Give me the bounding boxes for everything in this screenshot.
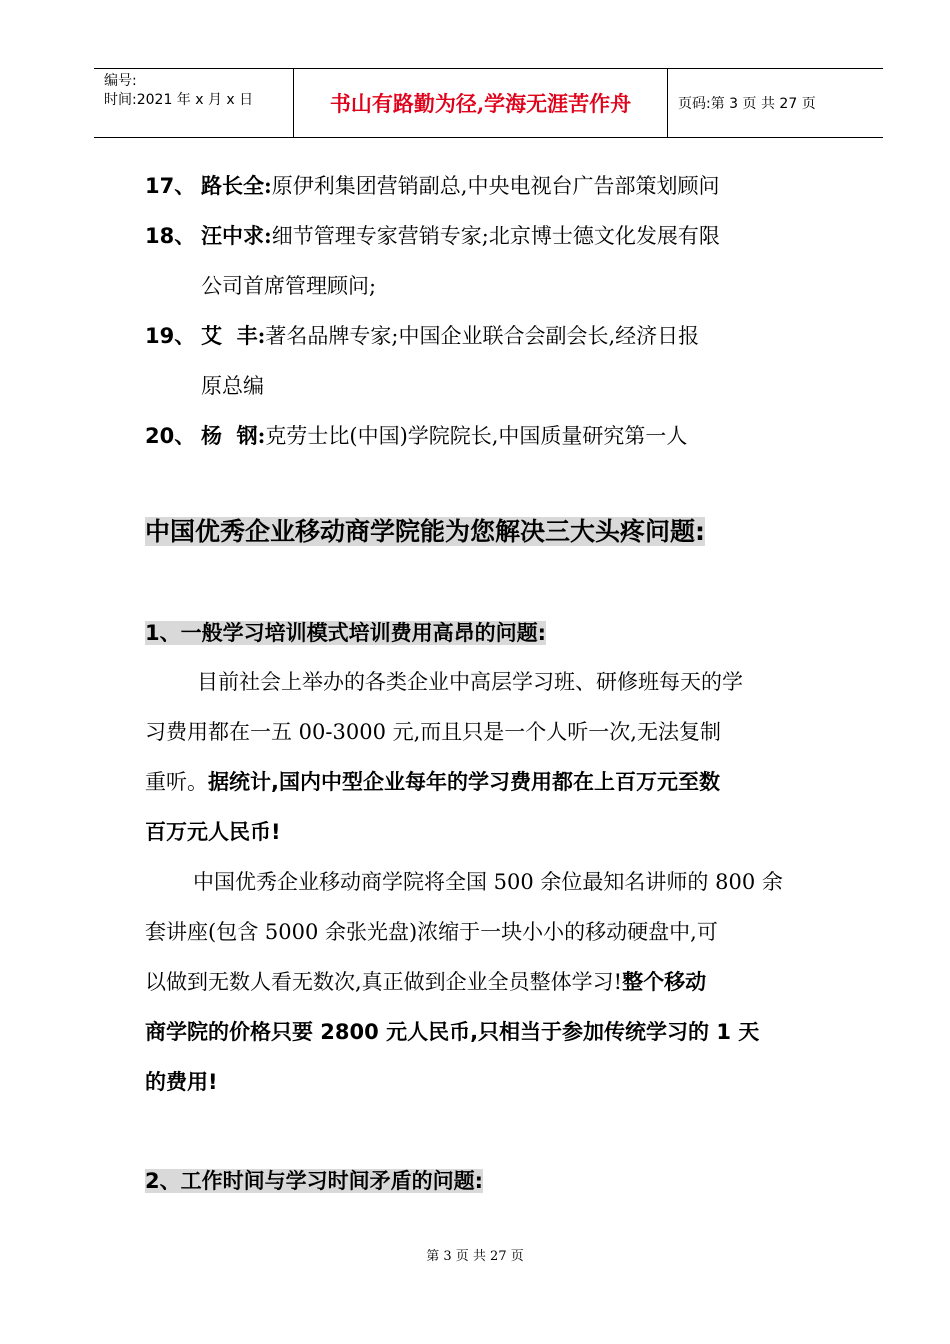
header-left-cell <box>94 69 294 137</box>
list-item <box>145 211 845 261</box>
paragraph-bold-text: 据统计,国内中型企业每年的学习费用都在上百万元至数 <box>208 770 720 794</box>
page-footer: 第 3 页 共 27 页 <box>426 1249 524 1264</box>
item-name: 汪中求: <box>201 223 272 248</box>
question-1-title: 1、一般学习培训模式培训费用高昂的问题: <box>145 621 547 645</box>
paragraph-line: 中国优秀企业移动商学院将全国 500 余位最知名讲师的 800 余 <box>193 870 783 894</box>
header-motto: 书山有路勤为径,学海无涯苦作舟 <box>294 69 668 137</box>
item-text: 原伊利集团营销副总,中央电视台广告部策划顾问 <box>271 174 720 198</box>
paragraph-line: 套讲座(包含 5000 余张光盘)浓缩于一块小小的移动硬盘中,可 <box>145 920 718 944</box>
item-text: 克劳士比(中国)学院院长,中国质量研究第一人 <box>265 424 688 448</box>
item-continuation: 公司首席管理顾问; <box>201 274 377 298</box>
question-1-paragraph-1 <box>145 657 835 857</box>
question-1-paragraph-2 <box>145 857 835 1107</box>
item-text: 著名品牌专家;中国企业联合会副会长,经济日报 <box>265 324 700 348</box>
paragraph-line <box>145 957 835 1007</box>
paragraph-line: 习费用都在一五 00-3000 元,而且只是一个人听一次,无法复制 <box>145 720 721 744</box>
paragraph-text: 以做到无数人看无数次,真正做到企业全员整体学习! <box>145 970 623 994</box>
section-title-text: 中国优秀企业移动商学院能为您解决三大头疼问题: <box>145 517 705 546</box>
paragraph-line <box>145 757 835 807</box>
header-page-label: 页码:第 3 页 共 27 页 <box>678 96 816 112</box>
item-number: 20、 <box>145 424 196 448</box>
item-text: 细节管理专家营销专家;北京博士德文化发展有限 <box>271 224 720 248</box>
header-time-label: 时间:2021 年 x 月 x 日 <box>104 92 254 108</box>
list-item <box>145 161 845 211</box>
page-header <box>94 68 883 138</box>
item-number: 19、 <box>145 324 196 348</box>
paragraph-bold-text: 整个移动 <box>622 970 707 994</box>
paragraph-line: 百万元人民币! <box>145 820 281 844</box>
question-2-heading <box>145 1166 483 1196</box>
paragraph-line: 目前社会上举办的各类企业中高层学习班、研修班每天的学 <box>197 670 743 694</box>
paragraph-text: 重听。 <box>145 770 208 794</box>
paragraph-line: 的费用! <box>145 1070 218 1094</box>
item-name: 艾 丰: <box>201 323 266 348</box>
item-number: 17、 <box>145 174 196 198</box>
header-number-label: 编号: <box>104 73 137 89</box>
list-item <box>145 311 845 361</box>
question-2-title: 2、工作时间与学习时间矛盾的问题: <box>145 1169 484 1193</box>
item-continuation: 原总编 <box>201 374 264 398</box>
item-number: 18、 <box>145 224 196 248</box>
section-title <box>145 511 705 553</box>
list-item <box>145 411 845 461</box>
item-name: 路长全: <box>201 173 272 198</box>
item-name: 杨 钢: <box>201 423 266 448</box>
paragraph-line: 商学院的价格只要 2800 元人民币,只相当于参加传统学习的 1 天 <box>145 1020 760 1044</box>
question-1-heading <box>145 618 546 648</box>
